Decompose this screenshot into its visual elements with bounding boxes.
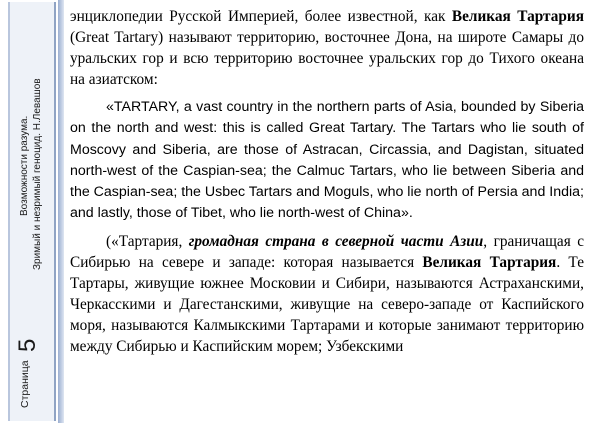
page-margin-band [0, 0, 58, 423]
page-word-label: Страница [19, 360, 31, 408]
paragraph-3-part-3: . Те Тартары, живущие южнее Московии и Сибири, называются Астраханскими, Черкасскими и Дагестанскими, живущие на северо-западе от Каспийского моря, называются Калмыкскими Тартарами и которые занимают территорию между Сибирью и Каспийским морем; Узбекскими [70, 254, 584, 356]
paragraph-3-bold: Великая Тартария [422, 254, 557, 272]
paragraph-3-bold-italic: громадная страна в северной части Азии [188, 232, 484, 250]
main-text [70, 6, 584, 358]
page-number: 5 [14, 338, 41, 352]
paragraph-3-part-1: («Тартария, [106, 232, 189, 250]
paragraph-3 [70, 231, 584, 358]
margin-rule [58, 0, 64, 423]
paragraph-2-text: «TARTARY, a vast country in the northern parts of Asia, bounded by Siberia on the north and west: this is called Great Tartary. The Tartars who lie south of Moscovy and Siberia, are those of Astracan, Circassia, and Dagistan, situated north-west of the Caspian-sea; the Calmuc Tartars, who lie between Siberia and the Caspian-sea; the Usbec Tartars and Moguls, who lie north of Persia and India; and lastly, those of Tibet, who lie north-west of China». [70, 99, 584, 221]
paragraph-1 [70, 6, 584, 90]
book-title-label: Зримый и незримый геноцид. Н.Левашов [32, 78, 43, 270]
paragraph-3-part-2: , граничащая с Сибирью на севере и западе: которая называется [70, 232, 585, 272]
paragraph-1-part-2: (Great Tartary) называют территорию, восточнее Дона, на широте Самары до уральских гор и всю территорию восточнее уральских гор до Тихого океана на азиатском: [70, 29, 584, 89]
paragraph-1-bold: Великая Тартария [451, 8, 584, 25]
series-label: Возможности разума. [19, 115, 30, 216]
paragraph-1-part-1: энциклопедии Русской Империей, более известной, как [70, 8, 452, 25]
paragraph-2-quote [70, 97, 584, 224]
